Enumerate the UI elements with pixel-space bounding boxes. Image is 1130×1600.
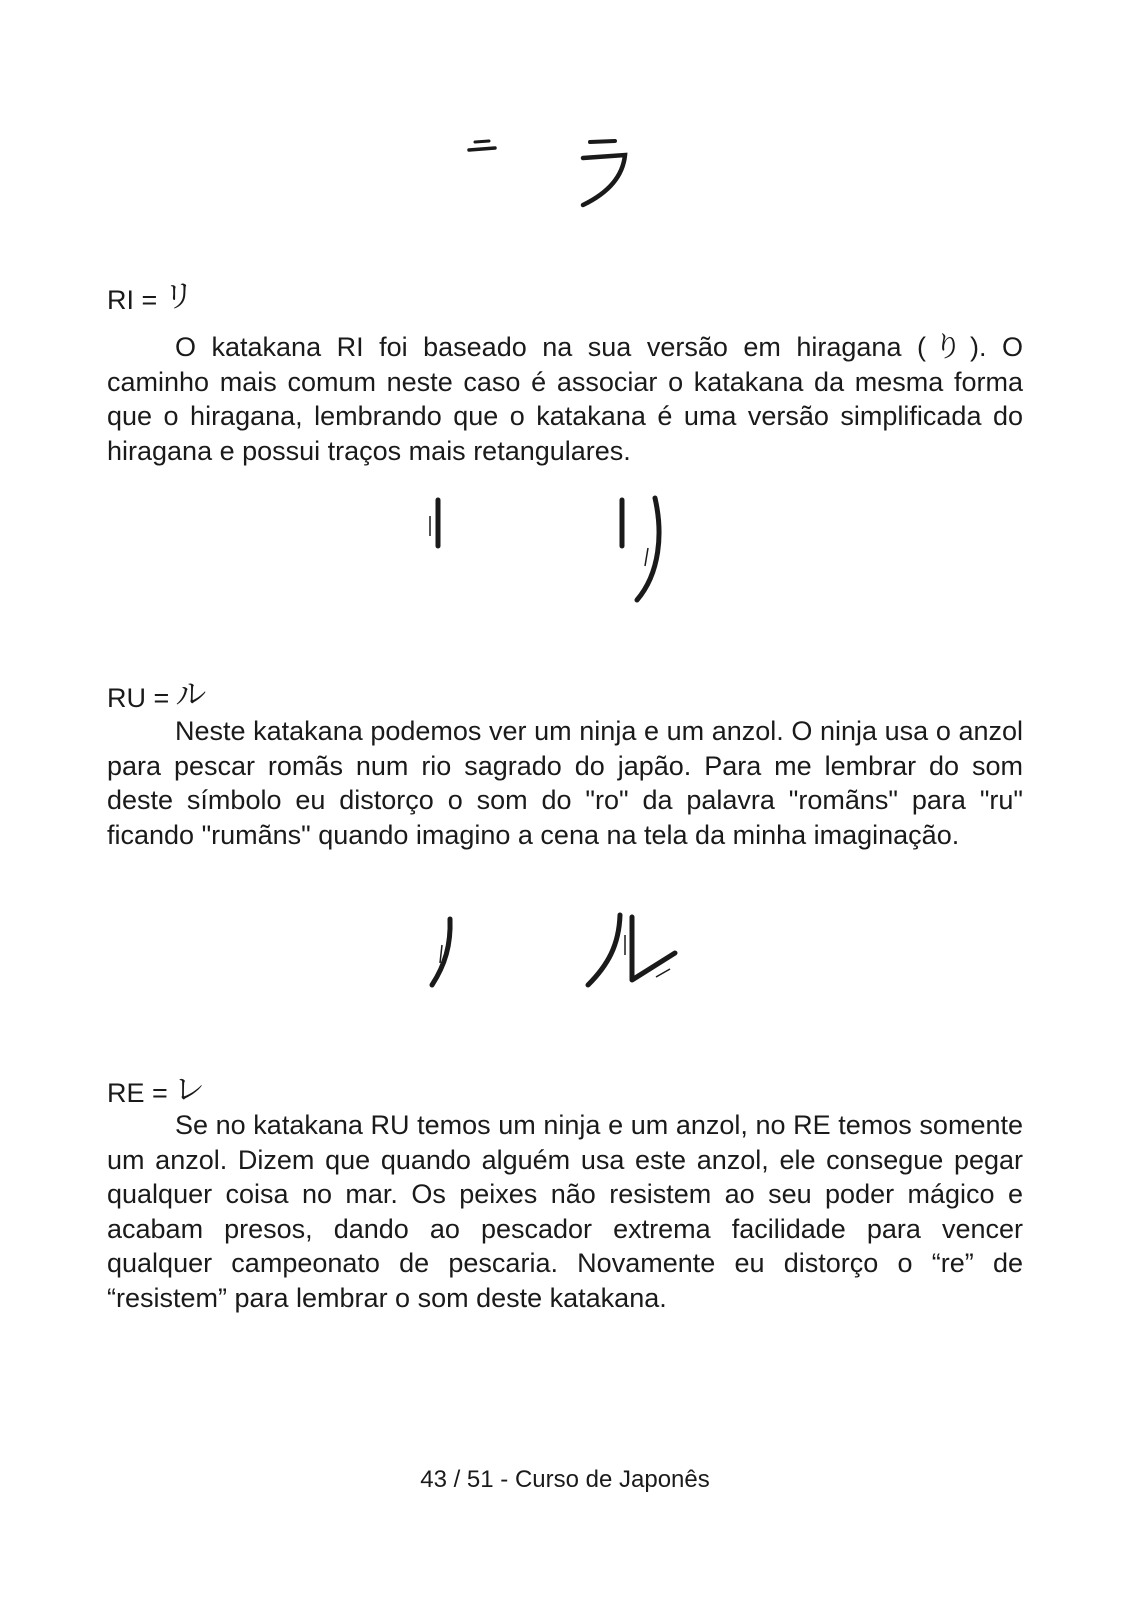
ru-stroke-order-figure [420, 905, 700, 995]
ri-heading [107, 280, 194, 317]
ru-heading [107, 678, 206, 715]
re-katakana: レ [173, 1072, 205, 1108]
ru-paragraph [107, 714, 1023, 852]
ri-stroke-diagram [415, 488, 685, 608]
re-paragraph [107, 1108, 1023, 1315]
ra-stroke-diagram [455, 120, 655, 215]
ru-stroke-diagram [420, 905, 700, 995]
ri-text-before: O katakana RI foi baseado na sua versão em hiragana ( [175, 332, 926, 362]
ru-katakana: ル [175, 677, 207, 713]
ri-label: RI = [107, 285, 158, 315]
ru-label: RU = [107, 683, 170, 713]
ri-text-after: ). O caminho mais comum neste caso é associar o katakana da mesma forma que o hiragana, lembrando que o katakana é uma versão simplificada do hiragana e possui traços mais retangulares. [107, 332, 1023, 466]
ri-katakana: リ [163, 279, 195, 315]
re-heading [107, 1073, 205, 1110]
re-label: RE = [107, 1078, 168, 1108]
page-footer: 43 / 51 - Curso de Japonês [420, 1466, 710, 1493]
ri-stroke-order-figure [415, 488, 685, 608]
ru-text: Neste katakana podemos ver um ninja e um anzol. O ninja usa o anzol para pescar romãs num rio sagrado do japão. Para me lembrar do som deste símbolo eu distorço o som do "ro" da palavra "romãns" para "ru" ficando "rumãns" quando imagino a cena na tela da minha imaginação. [107, 716, 1023, 850]
ri-hiragana-inline: り [925, 330, 970, 363]
re-text: Se no katakana RU temos um ninja e um anzol, no RE temos somente um anzol. Dizem que quando alguém usa este anzol, ele consegue pegar qualquer coisa no mar. Os peixes não resistem ao seu poder mágico e acabam presos, dando ao pescador extrema facilidade para vencer qualquer campeonato de pescaria. Novamente eu distorço o “re” de “resistem” para lembrar o som deste katakana. [107, 1110, 1023, 1313]
ra-stroke-order-figure [455, 120, 655, 215]
ri-paragraph [107, 330, 1023, 468]
